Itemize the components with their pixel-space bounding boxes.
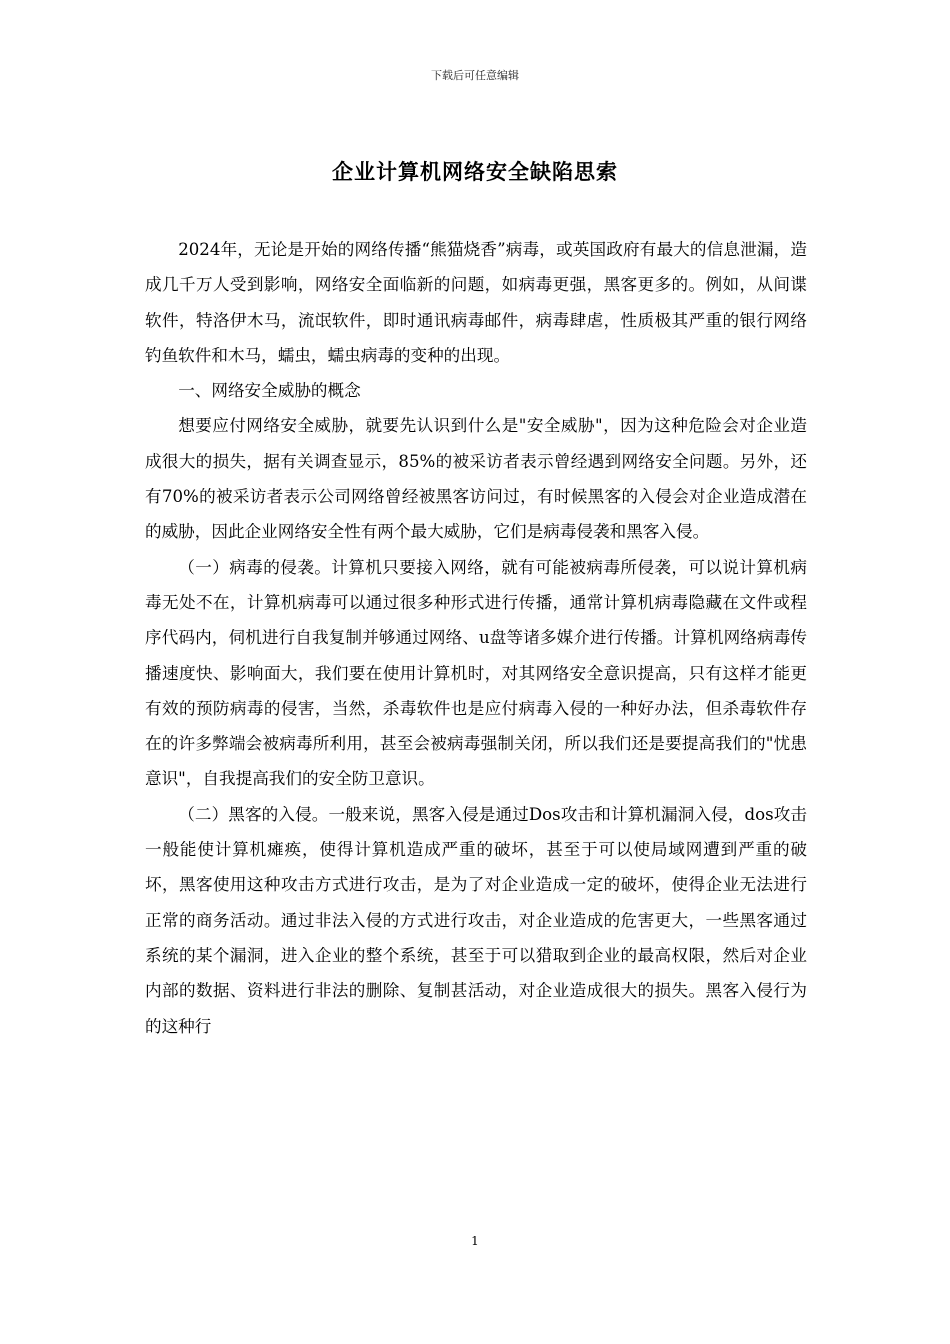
paragraph-hacker-intrusion: （二）黑客的入侵。一般来说，黑客入侵是通过Dos攻击和计算机漏洞入侵，dos攻击一般能使计算机瘫痪，使得计算机造成严重的破坏，甚至于可以使局域网遭到严重的破坏，黑客使用这种攻击方式进行攻击，是为了对企业造成一定的破坏，使得企业无法进行正常的商务活动。通过非法入侵的方式进行攻击，对企业造成的危害更大，一些黑客通过系统的某个漏洞，进入企业的整个系统，甚至于可以猎取到企业的最高权限，然后对企业内部的数据、资料进行非法的删除、复制甚活动，对企业造成很大的损失。黑客入侵行为的这种行 [145, 804, 807, 1036]
paragraph-threat-concept: 想要应付网络安全威胁，就要先认识到什么是"安全威胁"，因为这种危险会对企业造成很大的损失，据有关调查显示，85%的被采访者表示曾经遇到网络安全问题。另外，还有70%的被采访者表示公司网络曾经被黑客访问过，有时候黑客的入侵会对企业造成潜在的威胁，因此企业网络安全性有两个最大威胁，它们是病毒侵袭和黑客入侵。 [145, 416, 807, 542]
page-number: 1 [471, 1234, 479, 1248]
document-title: 企业计算机网络安全缺陷思索 [332, 159, 618, 184]
paragraph-virus-attack: （一）病毒的侵袭。计算机只要接入网络，就有可能被病毒所侵袭，可以说计算机病毒无处不在，计算机病毒可以通过很多种形式进行传播，通常计算机病毒隐藏在文件或程序代码内，伺机进行自我复制并够通过网络、u盘等诸多媒介进行传播。计算机网络病毒传播速度快、影响面大，我们要在使用计算机时，对其网络安全意识提高，只有这样才能更有效的预防病毒的侵害，当然，杀毒软件也是应付病毒入侵的一种好办法，但杀毒软件存在的许多弊端会被病毒所利用，甚至会被病毒强制关闭，所以我们还是要提高我们的"忧患意识"，自我提高我们的安全防卫意识。 [145, 557, 807, 789]
document-body [145, 232, 807, 1044]
section-heading-1: 一、网络安全威胁的概念 [178, 381, 361, 401]
header-note: 下载后可任意编辑 [431, 69, 519, 82]
paragraph-intro: 2024年，无论是开始的网络传播“熊猫烧香”病毒，或英国政府有最大的信息泄漏，造成几千万人受到影响，网络安全面临新的问题，如病毒更强，黑客更多的。例如，从间谍软件，特洛伊木马，流氓软件，即时通讯病毒邮件，病毒肆虐，性质极其严重的银行网络钓鱼软件和木马，蠕虫，蠕虫病毒的变种的出现。 [145, 240, 807, 365]
